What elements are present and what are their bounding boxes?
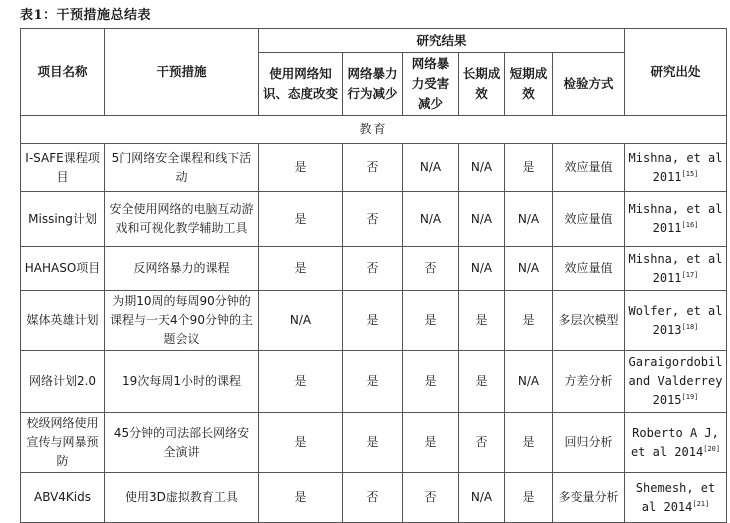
cell-result: 否 (403, 473, 459, 523)
cell-method: 方差分析 (553, 351, 625, 413)
header-project: 项目名称 (21, 29, 105, 116)
header-result-long-term: 长期成效 (459, 53, 505, 116)
cell-result: 是 (343, 413, 403, 473)
reference-number: [20] (703, 444, 721, 453)
header-method: 检验方式 (553, 53, 625, 116)
header-results-group: 研究结果 (259, 29, 625, 53)
source-text: Shemesh, et al 2014 (635, 480, 716, 514)
cell-result: N/A (459, 192, 505, 247)
cell-project: HAHASO项目 (21, 247, 105, 291)
cell-result: 否 (343, 473, 403, 523)
cell-result: 是 (505, 144, 553, 192)
cell-project: 网络计划2.0 (21, 351, 105, 413)
source-text: Mishna, et al 2011 (628, 202, 723, 235)
source-text: Mishna, et al 2011 (628, 150, 723, 184)
cell-result: N/A (459, 473, 505, 523)
cell-result: 是 (505, 291, 553, 351)
cell-result: 是 (343, 291, 403, 351)
cell-source (625, 144, 727, 192)
cell-source (625, 473, 727, 523)
cell-measure: 5门网络安全课程和线下活动 (105, 144, 259, 192)
reference-number: [15] (681, 169, 699, 178)
header-source: 研究出处 (625, 29, 727, 116)
cell-result: N/A (505, 247, 553, 291)
cell-result: 是 (505, 413, 553, 473)
cell-result: 否 (343, 247, 403, 291)
table-row (21, 351, 727, 413)
intervention-summary-table (20, 28, 727, 523)
cell-result: 是 (505, 473, 553, 523)
cell-result: 是 (403, 291, 459, 351)
cell-source (625, 351, 727, 413)
reference-number: [21] (692, 499, 710, 508)
cell-result: 是 (259, 192, 343, 247)
cell-measure: 反网络暴力的课程 (105, 247, 259, 291)
source-text: Wolfer, et al 2013 (628, 303, 723, 337)
table-caption: 表1：干预措施总结表 (20, 8, 152, 23)
cell-result: N/A (505, 351, 553, 413)
reference-number: [18] (681, 322, 699, 331)
cell-result: 是 (259, 473, 343, 523)
header-result-perpetration: 网络暴力行为减少 (343, 53, 403, 116)
reference-number: [17] (681, 270, 699, 279)
cell-project: 校级网络使用宣传与网暴预防 (21, 413, 105, 473)
section-label: 教育 (21, 116, 727, 144)
cell-result: N/A (259, 291, 343, 351)
cell-method: 多层次模型 (553, 291, 625, 351)
source-text: Roberto A J, et al 2014 (630, 425, 719, 459)
cell-project: 媒体英雄计划 (21, 291, 105, 351)
cell-result: 否 (343, 144, 403, 192)
header-result-knowledge: 使用网络知识、态度改变 (259, 53, 343, 116)
cell-result: N/A (403, 192, 459, 247)
cell-result: N/A (459, 144, 505, 192)
source-text: Garaigordobil and Valderrey 2015 (628, 355, 723, 407)
cell-result: 否 (343, 192, 403, 247)
table-row (21, 247, 727, 291)
table-row (21, 291, 727, 351)
reference-number: [19] (681, 393, 699, 401)
cell-method: 效应量值 (553, 192, 625, 247)
cell-method: 效应量值 (553, 144, 625, 192)
cell-source (625, 247, 727, 291)
cell-result: N/A (505, 192, 553, 247)
table-row (21, 413, 727, 473)
cell-result: N/A (403, 144, 459, 192)
reference-number: [16] (681, 221, 699, 229)
table-row (21, 192, 727, 247)
cell-result: 是 (259, 413, 343, 473)
cell-source (625, 192, 727, 247)
cell-result: 否 (459, 413, 505, 473)
cell-measure: 使用3D虚拟教育工具 (105, 473, 259, 523)
cell-measure: 45分钟的司法部长网络安全演讲 (105, 413, 259, 473)
cell-source (625, 413, 727, 473)
cell-method: 回归分析 (553, 413, 625, 473)
header-measure: 干预措施 (105, 29, 259, 116)
cell-result: 是 (343, 351, 403, 413)
cell-project: I-SAFE课程项目 (21, 144, 105, 192)
cell-result: 是 (259, 144, 343, 192)
cell-source (625, 291, 727, 351)
cell-result: 是 (459, 291, 505, 351)
cell-project: ABV4Kids (21, 473, 105, 523)
cell-result: 是 (259, 351, 343, 413)
cell-measure: 为期10周的每周90分钟的课程与一天4个90分钟的主题会议 (105, 291, 259, 351)
header-result-victimization: 网络暴力受害减少 (403, 53, 459, 116)
header-result-short-term: 短期成效 (505, 53, 553, 116)
cell-method: 效应量值 (553, 247, 625, 291)
cell-result: 是 (259, 247, 343, 291)
table-row (21, 473, 727, 523)
cell-result: 是 (459, 351, 505, 413)
cell-method: 多变量分析 (553, 473, 625, 523)
table-row (21, 144, 727, 192)
cell-result: 是 (403, 351, 459, 413)
cell-measure: 19次每周1小时的课程 (105, 351, 259, 413)
cell-result: 是 (403, 413, 459, 473)
cell-result: 否 (403, 247, 459, 291)
cell-measure: 安全使用网络的电脑互动游戏和可视化教学辅助工具 (105, 192, 259, 247)
cell-project: Missing计划 (21, 192, 105, 247)
source-text: Mishna, et al 2011 (628, 251, 723, 285)
cell-result: N/A (459, 247, 505, 291)
